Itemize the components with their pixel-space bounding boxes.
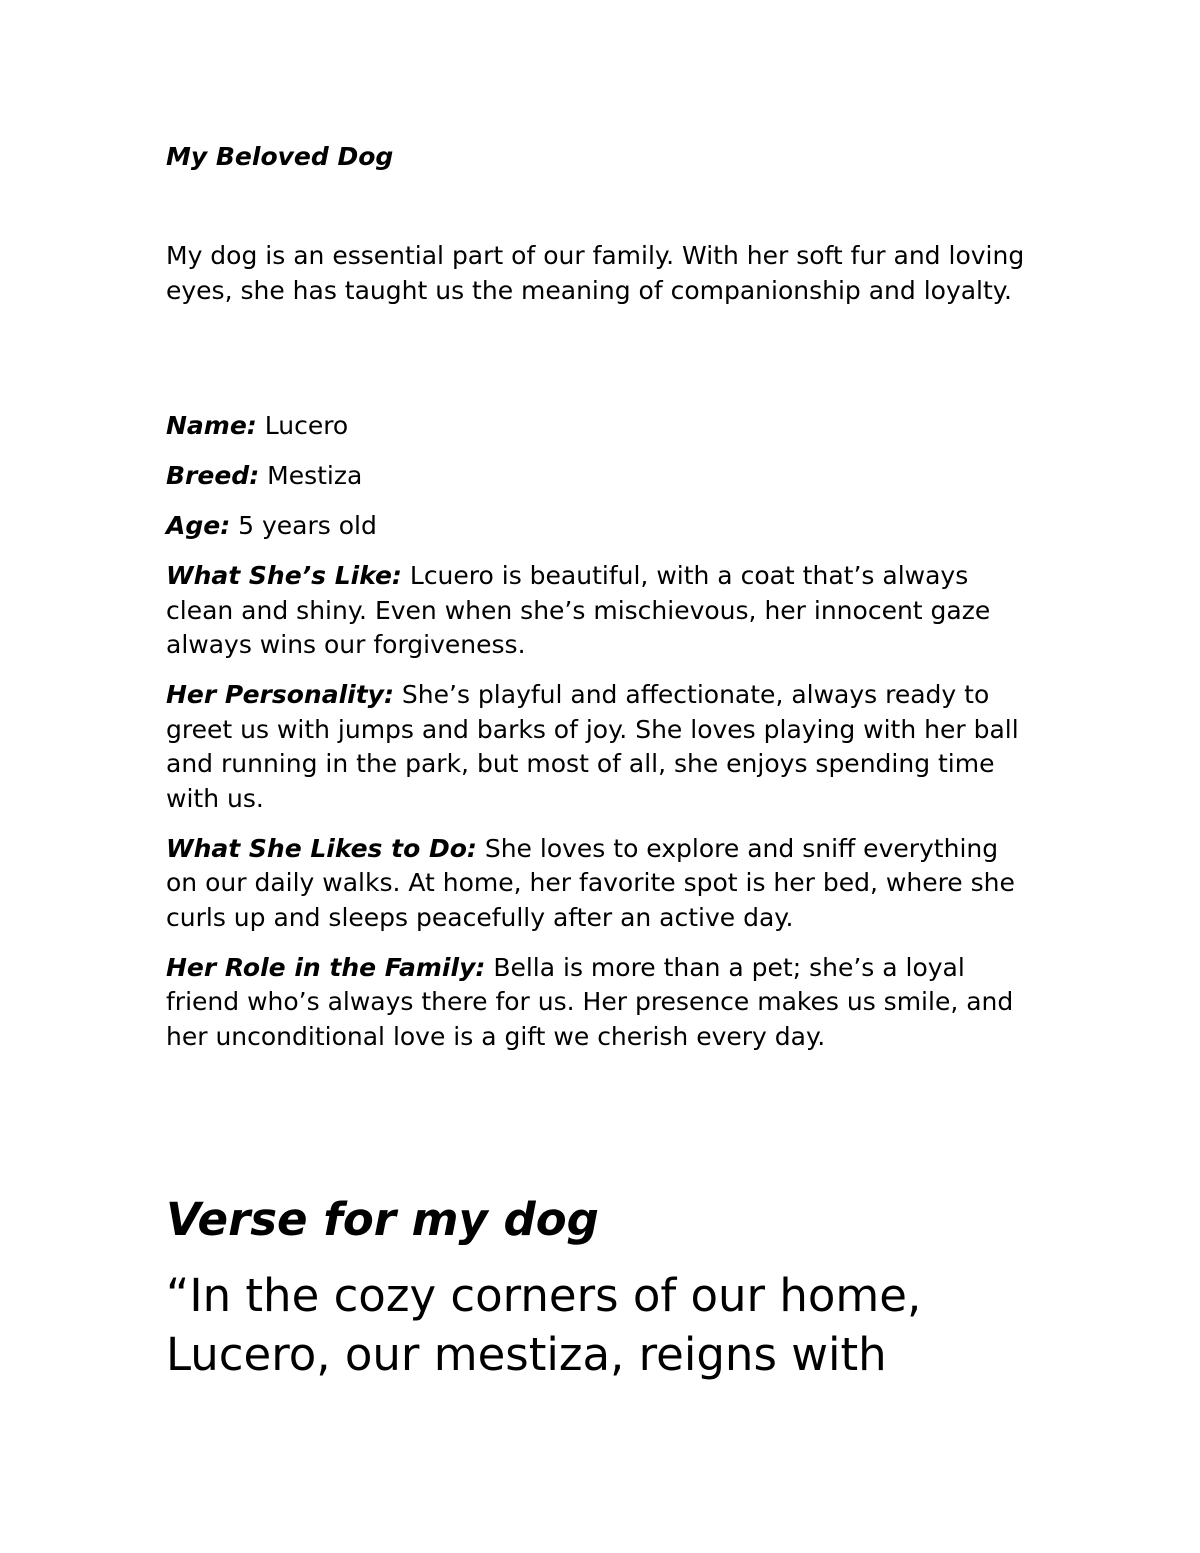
fact-age (166, 509, 1036, 544)
fact-value: She’s playful and affectionate, always ready to greet us with jumps and barks of joy. She loves playing with her ball and running in the park, but most of all, she enjoys spending time with us. (166, 680, 1019, 813)
fact-name (166, 409, 1036, 444)
fact-label: Name: (166, 411, 257, 440)
fact-value: Mestiza (259, 461, 363, 490)
intro-paragraph: My dog is an essential part of our family. With her soft fur and loving eyes, she has taught us the meaning of companionship and loyalty. (166, 241, 1025, 305)
verse-text: “In the cozy corners of our home, Lucero, our mestiza, reigns with (166, 1269, 922, 1381)
dog-facts (166, 409, 1036, 1070)
fact-label: Her Role in the Family: (166, 952, 486, 982)
fact-label: What She’s Like: (166, 561, 402, 590)
fact-value: She loves to explore and sniff everything on our daily walks. At home, her favorite spot is her bed, where she curls up and sleeps peacefully after an active day. (166, 833, 1015, 932)
fact-likes-to-do (166, 832, 1036, 936)
fact-value: 5 years old (230, 511, 377, 540)
fact-label: What She Likes to Do: (166, 833, 477, 863)
fact-what-shes-like (166, 559, 1036, 663)
fact-label: Her Personality: (166, 680, 394, 709)
fact-label: Breed: (166, 461, 260, 490)
fact-role-in-family (166, 951, 1036, 1055)
fact-personality (166, 678, 1036, 816)
fact-value: Lcuero is beautiful, with a coat that’s always clean and shiny. Even when she’s mischievous, her innocent gaze always wins our forgiveness. (166, 561, 991, 659)
document-title: My Beloved Dog (166, 142, 394, 171)
fact-value: Bella is more than a pet; she’s a loyal friend who’s always there for us. Her presence makes us smile, and her unconditional love is a gift we cherish every day. (166, 952, 1014, 1051)
fact-breed (166, 459, 1036, 494)
verse-heading: Verse for my dog (166, 1193, 599, 1246)
fact-value: Lucero (256, 411, 349, 440)
fact-label: Age: (166, 511, 231, 540)
